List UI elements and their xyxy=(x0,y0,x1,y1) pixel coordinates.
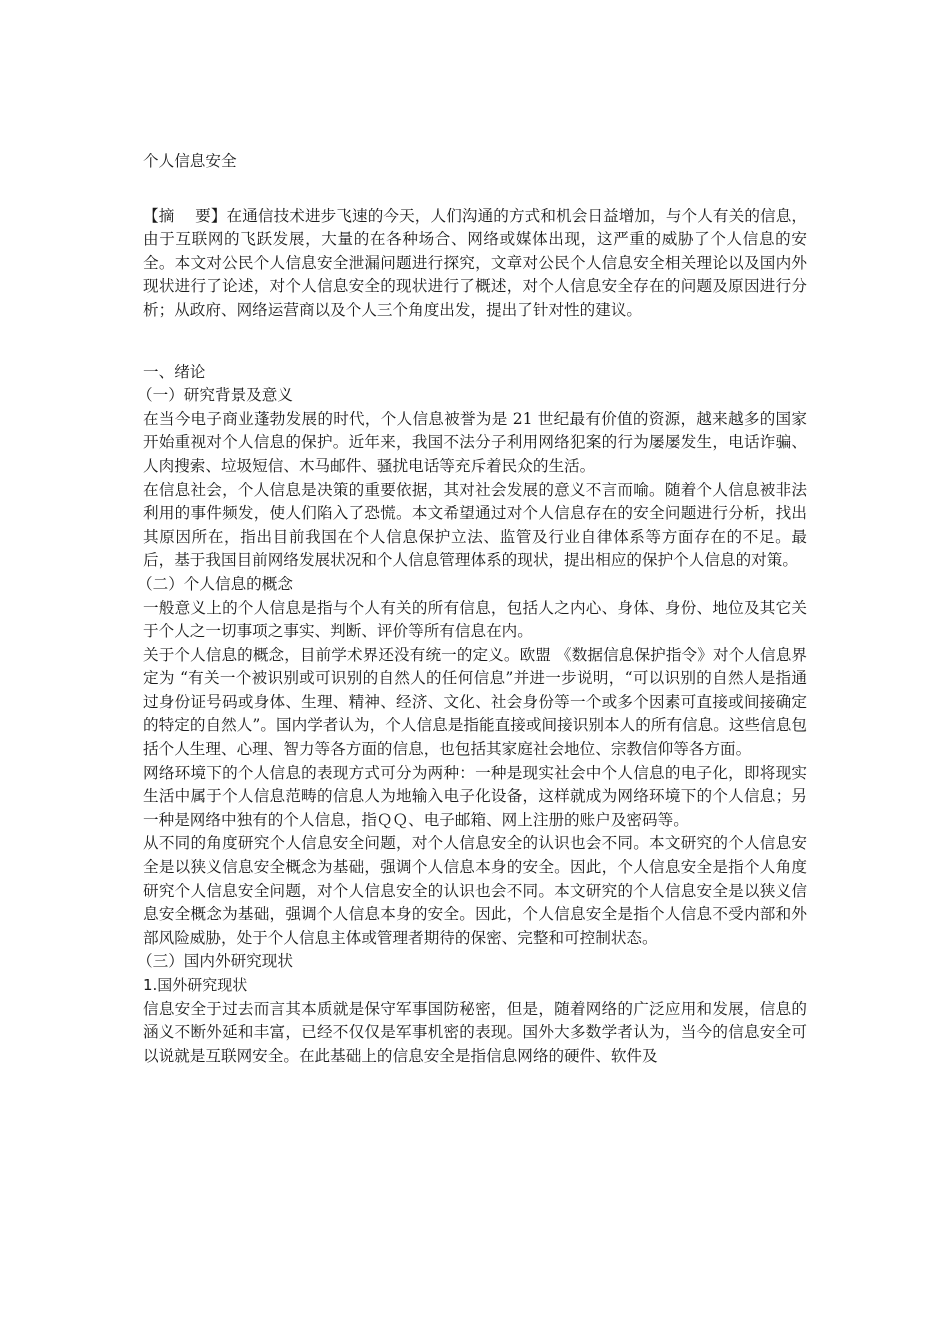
abstract-text: 在通信技术进步飞速的今天，人们沟通的方式和机会日益增加，与个人有关的信息，由于互联网的飞跃发展，大量的在各种场合、网络或媒体出现，这严重的威胁了个人信息的安全。本文对公民个人信息安全泄漏问题进行探究，文章对公民个人信息安全相关理论以及国内外现状进行了论述，对个人信息安全的现状进行了概述，对个人信息安全存在的问题及原因进行分析；从政府、网络运营商以及个人三个角度出发，提出了针对性的建议。 xyxy=(143,206,807,319)
paragraph: 网络环境下的个人信息的表现方式可分为两种：一种是现实社会中个人信息的电子化，即将现实生活中属于个人信息范畴的信息人为地输入电子化设备，这样就成为网络环境下的个人信息；另一种是网络中独有的个人信息，指ＱＱ、电子邮箱、网上注册的账户及密码等。 xyxy=(143,763,807,829)
subsection-heading-research-status: （三）国内外研究现状 xyxy=(137,952,293,971)
paragraph: 在信息社会，个人信息是决策的重要依据，其对社会发展的意义不言而喻。随着个人信息被非法利用的事件频发，使人们陷入了恐慌。本文希望通过对个人信息存在的安全问题进行分析，找出其原因所在，指出目前我国在个人信息保护立法、监管及行业自律体系等方面存在的不足。最后，基于我国目前网络发展状况和个人信息管理体系的现状，提出相应的保护个人信息的对策。 xyxy=(143,480,807,570)
subsection-heading-concept: （二）个人信息的概念 xyxy=(137,574,293,593)
document-page xyxy=(137,150,807,1068)
paragraph: 一般意义上的个人信息是指与个人有关的所有信息，包括人之内心、身体、身份、地位及其它关于个人之一切事项之事实、判断、评价等所有信息在内。 xyxy=(143,598,807,641)
subsection-heading-background: （一）研究背景及意义 xyxy=(137,386,293,405)
paragraph: 信息安全于过去而言其本质就是保守军事国防秘密，但是，随着网络的广泛应用和发展，信息的涵义不断外延和丰富，已经不仅仅是军事机密的表现。国外大多数学者认为，当今的信息安全可以说就是互联网安全。在此基础上的信息安全是指信息网络的硬件、软件及 xyxy=(143,999,807,1065)
section-heading-introduction: 一、绪论 xyxy=(143,362,206,381)
paragraph: 从不同的角度研究个人信息安全问题，对个人信息安全的认识也会不同。本文研究的个人信息安全是以狭义信息安全概念为基础，强调个人信息本身的安全。因此，个人信息安全是指个人角度研究个人信息安全问题，对个人信息安全的认识也会不同。本文研究的个人信息安全是以狭义信息安全概念为基础，强调个人信息本身的安全。因此，个人信息安全是指个人信息不受内部和外部风险威胁，处于个人信息主体或管理者期待的保密、完整和可控制状态。 xyxy=(143,834,807,947)
paragraph: 在当今电子商业蓬勃发展的时代，个人信息被誉为是 21 世纪最有价值的资源，越来越多的国家开始重视对个人信息的保护。近年来，我国不法分子利用网络犯案的行为屡屡发生，电话诈骗、人肉搜索、垃圾短信、木马邮件、骚扰电话等充斥着民众的生活。 xyxy=(143,409,807,475)
subsubsection-heading-foreign: 1.国外研究现状 xyxy=(143,976,248,994)
abstract-label: 【摘 要】 xyxy=(143,206,227,225)
paragraph: 关于个人信息的概念，目前学术界还没有统一的定义。欧盟 《数据信息保护指令》对个人信息界定为 “有关一个被识别或可识别的自然人的任何信息”并进一步说明，“可以识别的自然人是指通过身份证号码或身体、生理、精神、经济、文化、社会身份等一个或多个因素可直接或间接确定的特定的自然人”。国内学者认为，个人信息是指能直接或间接识别本人的所有信息。这些信息包括个人生理、心理、智力等各方面的信息，也包括其家庭社会地位、宗教信仰等各方面。 xyxy=(143,645,807,759)
abstract xyxy=(143,205,807,323)
document-title: 个人信息安全 xyxy=(143,152,237,170)
